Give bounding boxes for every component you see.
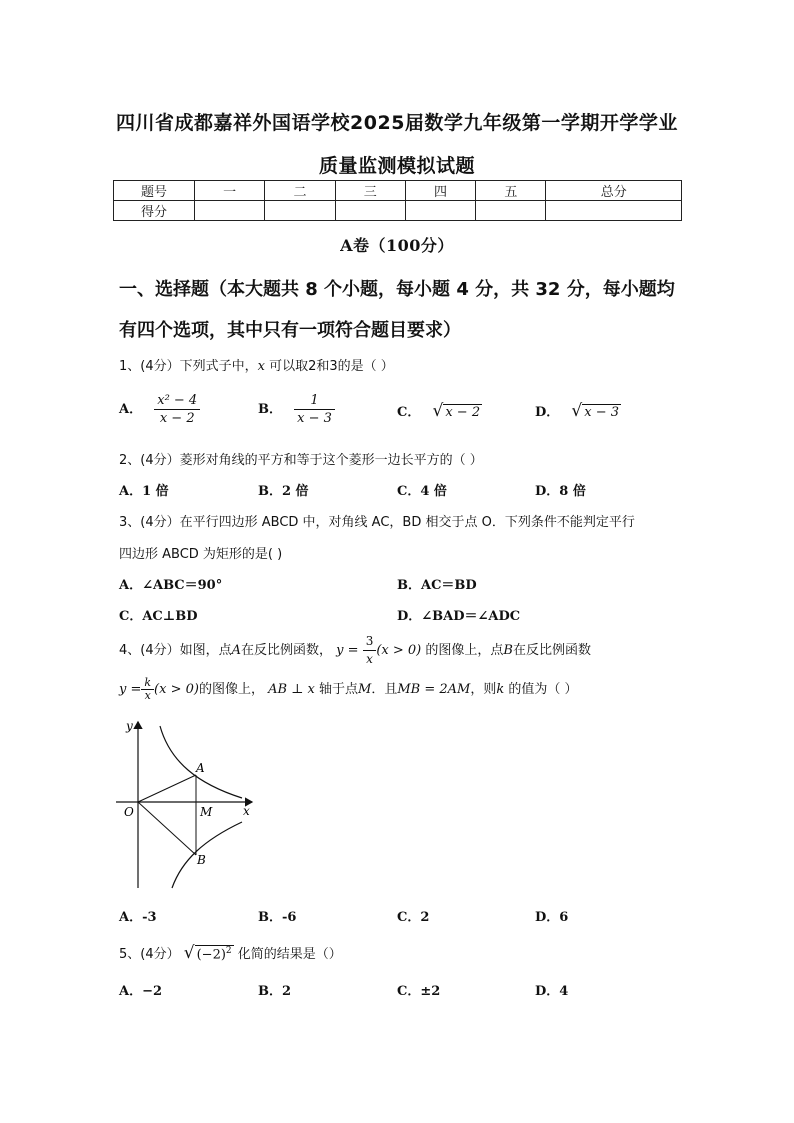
- q5-stem: [119, 943, 342, 963]
- q1-option-a[interactable]: [119, 392, 200, 427]
- q4-text: 的图像上，: [198, 682, 264, 697]
- q4-f2-fraction: [141, 677, 154, 702]
- score-cell[interactable]: [476, 201, 546, 221]
- q4-option-d[interactable]: D．6: [535, 910, 569, 925]
- q4-f2-denominator: x: [144, 689, 151, 702]
- sqrt-icon: √: [183, 943, 195, 963]
- q4-text: 在反比例函数: [512, 643, 591, 658]
- q1-d-radicand: x − 3: [584, 405, 620, 420]
- score-header-cell: 五: [476, 181, 546, 201]
- q4-text: 4、(4分）如图，点: [119, 643, 232, 658]
- q5-option-b[interactable]: B．2: [258, 984, 292, 999]
- q5-radicand: (−2): [196, 947, 226, 962]
- q1-option-a-label: A．: [119, 402, 143, 417]
- q4-perp: AB ⊥ x: [268, 682, 315, 697]
- q1-a-numerator: x² − 4: [154, 392, 200, 410]
- q4-var-k: k: [496, 682, 505, 697]
- q1-option-c[interactable]: [397, 401, 482, 421]
- q1-option-b[interactable]: [258, 392, 335, 427]
- graph-label-m: M: [200, 805, 213, 819]
- q1-stem: [119, 355, 394, 374]
- q1-rest: 可以取2和3的是（ ）: [264, 359, 394, 374]
- q5-option-c[interactable]: C．±2: [397, 984, 441, 999]
- score-header-cell: 题号: [114, 181, 195, 201]
- score-cell[interactable]: [195, 201, 265, 221]
- segment-ob: [138, 802, 196, 855]
- score-cell[interactable]: [546, 201, 682, 221]
- q4-f1-denominator: x: [366, 652, 373, 666]
- score-row-label: 得分: [114, 201, 195, 221]
- q4-text: ，则: [470, 682, 497, 697]
- graph-label-a: A: [196, 761, 205, 775]
- q1-prefix: 1、(4分）下列式子中，: [119, 359, 258, 374]
- q5-exponent: 2: [225, 945, 232, 956]
- q4-text: 的值为（ ）: [504, 682, 578, 697]
- q4-f1-numerator: 3: [363, 633, 377, 651]
- q1-b-numerator: 1: [294, 392, 335, 410]
- graph-label-x: x: [243, 804, 250, 818]
- q2-option-d[interactable]: D．8 倍: [535, 484, 586, 499]
- q5-option-a[interactable]: A．−2: [119, 984, 163, 999]
- q4-text: ．且: [371, 682, 398, 697]
- score-table-score-row: [114, 201, 682, 221]
- q5-sqrt: [184, 943, 234, 963]
- q3-option-a[interactable]: A．∠ABC＝90°: [119, 578, 223, 593]
- exam-title-line1: 四川省成都嘉祥外国语学校2025届数学九年级第一学期开学学业: [116, 112, 678, 134]
- q4-option-b[interactable]: B．-6: [258, 910, 297, 925]
- q4-text: 轴于点: [314, 682, 359, 697]
- q4-graph: [112, 712, 262, 894]
- q4-f1-condition: (x > 0): [376, 643, 422, 658]
- q1-option-b-label: B．: [258, 402, 282, 417]
- q1-c-radicand: x − 2: [445, 405, 481, 420]
- q4-point-a: A: [231, 643, 242, 658]
- score-cell[interactable]: [335, 201, 405, 221]
- q2-option-b[interactable]: B．2 倍: [258, 484, 309, 499]
- q3-option-c[interactable]: C．AC⊥BD: [119, 609, 198, 624]
- score-table: [113, 180, 682, 221]
- section1-heading-line2: 有四个选项，其中只有一项符合题目要求）: [119, 320, 461, 341]
- q1-option-b-fraction: [294, 392, 335, 427]
- q4-option-a[interactable]: A．-3: [119, 910, 157, 925]
- score-cell[interactable]: [405, 201, 475, 221]
- q4-f2-condition: (x > 0): [154, 682, 199, 697]
- q4-f2-numerator: k: [141, 677, 154, 690]
- q2-option-c[interactable]: C．4 倍: [397, 484, 447, 499]
- q1-a-denominator: x − 2: [159, 411, 195, 426]
- q3-stem-line2: 四边形 ABCD 为矩形的是( ): [119, 547, 283, 562]
- q3-stem-line1: 3、(4分）在平行四边形 ABCD 中，对角线 AC，BD 相交于点 O．下列条件不能判定平行: [119, 515, 635, 530]
- score-table-header-row: [114, 181, 682, 201]
- score-header-cell: 三: [335, 181, 405, 201]
- q1-option-d-label: D．: [535, 405, 560, 420]
- q1-b-denominator: x − 3: [297, 411, 332, 426]
- paper-label: A卷（100分）: [340, 236, 454, 255]
- q5-option-d[interactable]: D．4: [535, 984, 569, 999]
- q2-option-a[interactable]: A．1 倍: [119, 484, 169, 499]
- q4-f1-fraction: [363, 633, 377, 668]
- q4-condition: MB = 2AM: [397, 682, 471, 697]
- q1-option-d-sqrt: [571, 401, 621, 421]
- score-header-cell: 二: [265, 181, 335, 201]
- score-header-cell: 总分: [546, 181, 682, 201]
- q5-rest: 化简的结果是（）: [233, 947, 342, 962]
- graph-label-y: y: [126, 719, 133, 733]
- graph-label-o: O: [124, 805, 134, 819]
- section1-heading-line1: 一、选择题（本大题共 8 个小题，每小题 4 分，共 32 分，每小题均: [119, 279, 675, 300]
- q2-stem: 2、(4分）菱形对角线的平方和等于这个菱形一边长平方的（ ）: [119, 453, 483, 468]
- q4-point-b: B: [503, 643, 513, 658]
- q4-stem-line1: [119, 633, 591, 668]
- q3-option-d[interactable]: D．∠BAD＝∠ADC: [397, 609, 521, 624]
- q1-option-d[interactable]: [535, 401, 621, 421]
- lower-hyperbola: [172, 822, 242, 888]
- q4-point-m: M: [358, 682, 372, 697]
- q4-stem-line2: [119, 677, 578, 702]
- q5-prefix: 5、(4分）: [119, 947, 180, 962]
- q1-option-a-fraction: [154, 392, 200, 427]
- q1-var-x: x: [257, 359, 265, 374]
- graph-label-b: B: [197, 853, 206, 867]
- q4-text: 的图像上，点: [425, 643, 504, 658]
- q3-option-b[interactable]: B．AC＝BD: [397, 578, 477, 593]
- q4-f1-lhs: y =: [336, 643, 359, 658]
- q4-f2-lhs: y =: [119, 682, 142, 697]
- sqrt-icon: √: [571, 401, 583, 421]
- q4-text: 在反比例函数，: [241, 643, 333, 658]
- score-header-cell: 一: [195, 181, 265, 201]
- exam-title-line2: 质量监测模拟试题: [318, 155, 475, 177]
- q1-option-c-sqrt: [433, 401, 483, 421]
- score-header-cell: 四: [405, 181, 475, 201]
- score-cell[interactable]: [265, 201, 335, 221]
- sqrt-icon: √: [432, 401, 444, 421]
- q4-option-c[interactable]: C．2: [397, 910, 430, 925]
- segment-oa: [138, 775, 196, 802]
- q1-option-c-label: C．: [397, 405, 421, 420]
